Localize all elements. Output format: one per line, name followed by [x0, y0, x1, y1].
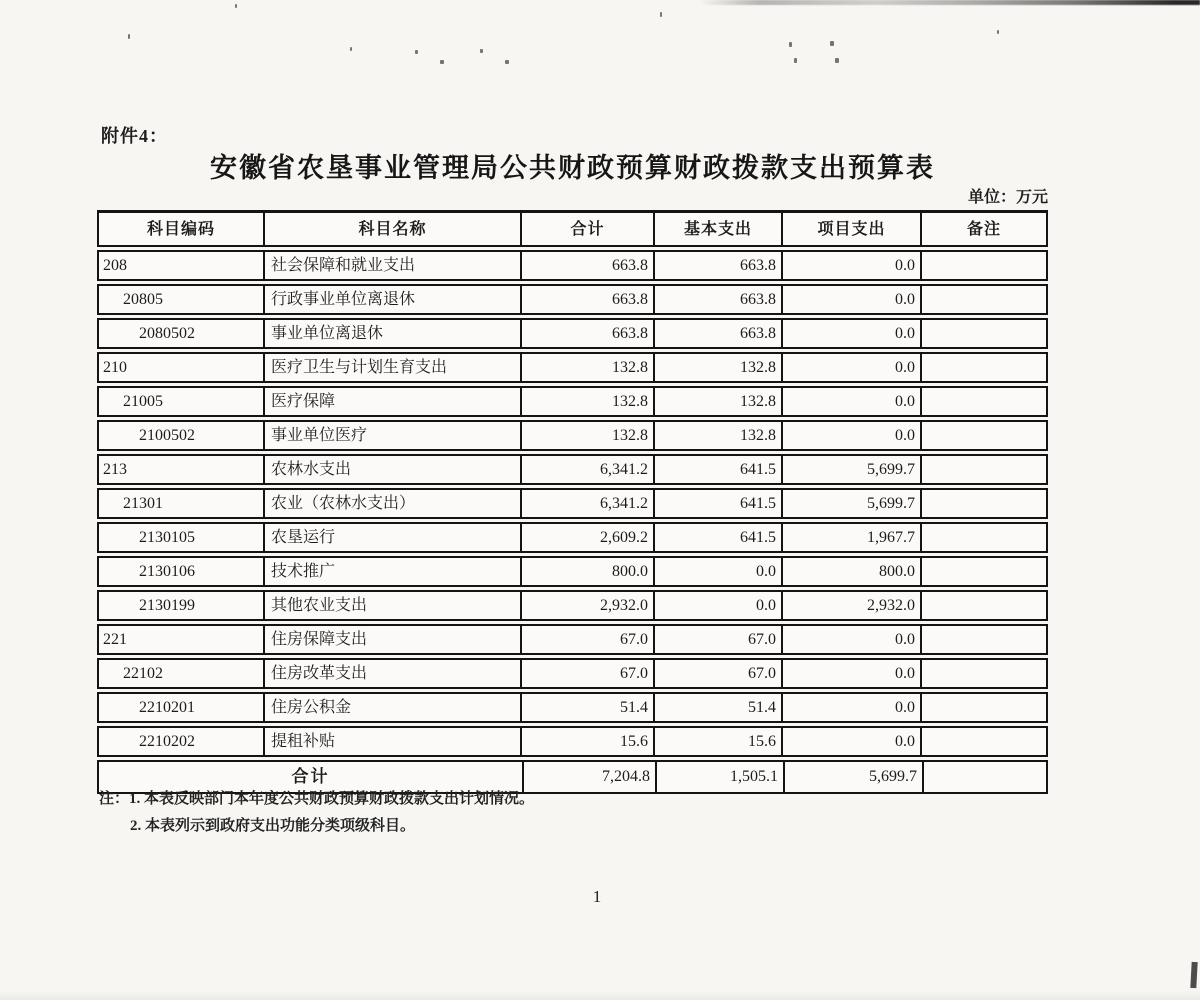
cell-subject-code: 20805 [99, 286, 265, 313]
cell-total: 663.8 [522, 286, 655, 313]
cell-project: 5,699.7 [783, 456, 922, 483]
scan-speck [235, 4, 237, 8]
cell-project: 0.0 [783, 660, 922, 687]
cell-subject-code: 221 [99, 626, 265, 653]
cell-remark [922, 626, 1046, 653]
table-row [97, 352, 1048, 383]
cell-remark [922, 728, 1046, 755]
cell-total: 132.8 [522, 354, 655, 381]
cell-subject-code: 210 [99, 354, 265, 381]
scan-speck [835, 58, 839, 63]
scan-speck [830, 41, 834, 46]
cell-subject-name: 提租补贴 [265, 728, 522, 755]
cell-subject-code: 2130199 [99, 592, 265, 619]
scan-speck [660, 12, 662, 17]
cell-basic: 51.4 [655, 694, 783, 721]
cell-subject-name: 技术推广 [265, 558, 522, 585]
cell-remark [922, 524, 1046, 551]
page-title: 安徽省农垦事业管理局公共财政预算财政拨款支出预算表 [210, 153, 935, 184]
table-row [97, 318, 1048, 349]
column-header-remark: 备注 [966, 219, 1001, 238]
table-row [97, 658, 1048, 689]
cell-subject-code: 22102 [99, 660, 265, 687]
cell-subject-code: 2080502 [99, 320, 265, 347]
cell-subject-code: 208 [99, 252, 265, 279]
cell-remark [922, 320, 1046, 347]
cell-subject-code: 21005 [99, 388, 265, 415]
cell-total: 2,932.0 [522, 592, 655, 619]
attachment-label: 附件4： [101, 126, 168, 146]
footnotes [99, 786, 534, 840]
cell-subject-code: 213 [99, 456, 265, 483]
cell-project: 0.0 [783, 320, 922, 347]
unit-label: 单位：万元 [967, 189, 1048, 206]
cell-project: 0.0 [783, 286, 922, 313]
cell-subject-name: 住房保障支出 [265, 626, 522, 653]
cell-subject-name: 农业（农林水支出） [265, 490, 522, 517]
cell-remark [922, 660, 1046, 687]
cell-basic: 132.8 [655, 388, 783, 415]
table-row [97, 284, 1048, 315]
cell-total: 67.0 [522, 660, 655, 687]
cell-subject-name: 住房改革支出 [265, 660, 522, 687]
cell-subject-code: 2210201 [99, 694, 265, 721]
cell-remark [922, 456, 1046, 483]
cell-basic: 663.8 [655, 320, 783, 347]
cell-subject-name: 农垦运行 [265, 524, 522, 551]
scan-streak-artifact [700, 0, 1200, 5]
total-label: 合计 [99, 762, 524, 792]
cell-remark [922, 592, 1046, 619]
cell-basic: 641.5 [655, 490, 783, 517]
scan-speck [505, 60, 509, 64]
table-row [97, 488, 1048, 519]
cell-subject-code: 21301 [99, 490, 265, 517]
cell-remark [922, 388, 1046, 415]
table-row [97, 250, 1048, 281]
total-total-value: 7,204.8 [524, 762, 657, 792]
cell-remark [922, 490, 1046, 517]
scan-speck [128, 34, 130, 39]
footnote-1: 注：1. 本表反映部门本年度公共财政预算财政拨款支出计划情况。 [99, 791, 535, 807]
cell-project: 800.0 [783, 558, 922, 585]
cell-total: 6,341.2 [522, 490, 655, 517]
scan-speck [789, 42, 792, 47]
cell-project: 0.0 [783, 694, 922, 721]
cell-subject-name: 行政事业单位离退休 [265, 286, 522, 313]
cell-total: 132.8 [522, 388, 655, 415]
table-row [97, 624, 1048, 655]
cell-total: 15.6 [522, 728, 655, 755]
table-row [97, 522, 1048, 553]
cell-basic: 641.5 [655, 456, 783, 483]
cell-basic: 663.8 [655, 252, 783, 279]
cell-project: 0.0 [783, 252, 922, 279]
cell-subject-name: 医疗卫生与计划生育支出 [265, 354, 522, 381]
page-number: 1 [592, 887, 602, 906]
cell-remark [922, 558, 1046, 585]
cell-total: 6,341.2 [522, 456, 655, 483]
cell-subject-name: 社会保障和就业支出 [265, 252, 522, 279]
cell-subject-code: 2210202 [99, 728, 265, 755]
cell-basic: 0.0 [655, 558, 783, 585]
total-remark-value [924, 762, 1046, 792]
cell-subject-name: 医疗保障 [265, 388, 522, 415]
cell-basic: 641.5 [655, 524, 783, 551]
scan-corner-mark [1190, 962, 1197, 988]
cell-remark [922, 286, 1046, 313]
cell-subject-name: 住房公积金 [265, 694, 522, 721]
table-body [97, 250, 1048, 757]
cell-total: 132.8 [522, 422, 655, 449]
cell-project: 0.0 [783, 388, 922, 415]
column-header-basic: 基本支出 [655, 213, 783, 245]
table-row [97, 420, 1048, 451]
column-header-total: 合计 [522, 213, 655, 245]
scan-speck [997, 30, 999, 34]
budget-table [97, 210, 1048, 794]
total-project-value: 5,699.7 [785, 762, 924, 792]
cell-basic: 663.8 [655, 286, 783, 313]
cell-basic: 0.0 [655, 592, 783, 619]
scan-speck [415, 50, 418, 54]
cell-remark [922, 422, 1046, 449]
cell-remark [922, 694, 1046, 721]
scan-speck [794, 58, 797, 63]
column-header-subject-code: 科目编码 [99, 213, 265, 245]
cell-project: 0.0 [783, 626, 922, 653]
cell-subject-code: 2130106 [99, 558, 265, 585]
cell-basic: 132.8 [655, 422, 783, 449]
table-row [97, 556, 1048, 587]
column-header-subject-name: 科目名称 [265, 213, 522, 245]
cell-total: 663.8 [522, 320, 655, 347]
cell-total: 51.4 [522, 694, 655, 721]
table-row [97, 726, 1048, 757]
cell-subject-name: 其他农业支出 [265, 592, 522, 619]
total-basic-value: 1,505.1 [657, 762, 785, 792]
cell-project: 0.0 [783, 354, 922, 381]
scan-speck [480, 49, 483, 53]
cell-project: 0.0 [783, 422, 922, 449]
cell-total: 67.0 [522, 626, 655, 653]
cell-project: 1,967.7 [783, 524, 922, 551]
cell-basic: 132.8 [655, 354, 783, 381]
cell-subject-code: 2100502 [99, 422, 265, 449]
table-row [97, 454, 1048, 485]
cell-remark [922, 354, 1046, 381]
cell-basic: 67.0 [655, 626, 783, 653]
column-header-project: 项目支出 [783, 213, 922, 245]
footnote-2: 2. 本表列示到政府支出功能分类项级科目。 [130, 818, 416, 834]
table-row [97, 386, 1048, 417]
cell-total: 800.0 [522, 558, 655, 585]
cell-total: 2,609.2 [522, 524, 655, 551]
cell-basic: 67.0 [655, 660, 783, 687]
cell-project: 0.0 [783, 728, 922, 755]
cell-subject-code: 2130105 [99, 524, 265, 551]
table-row [97, 692, 1048, 723]
cell-total: 663.8 [522, 252, 655, 279]
table-header-row [97, 210, 1048, 247]
cell-subject-name: 事业单位离退休 [265, 320, 522, 347]
table-row [97, 590, 1048, 621]
cell-project: 2,932.0 [783, 592, 922, 619]
cell-remark [922, 252, 1046, 279]
cell-project: 5,699.7 [783, 490, 922, 517]
cell-basic: 15.6 [655, 728, 783, 755]
scan-speck [440, 60, 444, 64]
cell-subject-name: 事业单位医疗 [265, 422, 522, 449]
scan-speck [350, 47, 352, 51]
cell-subject-name: 农林水支出 [265, 456, 522, 483]
